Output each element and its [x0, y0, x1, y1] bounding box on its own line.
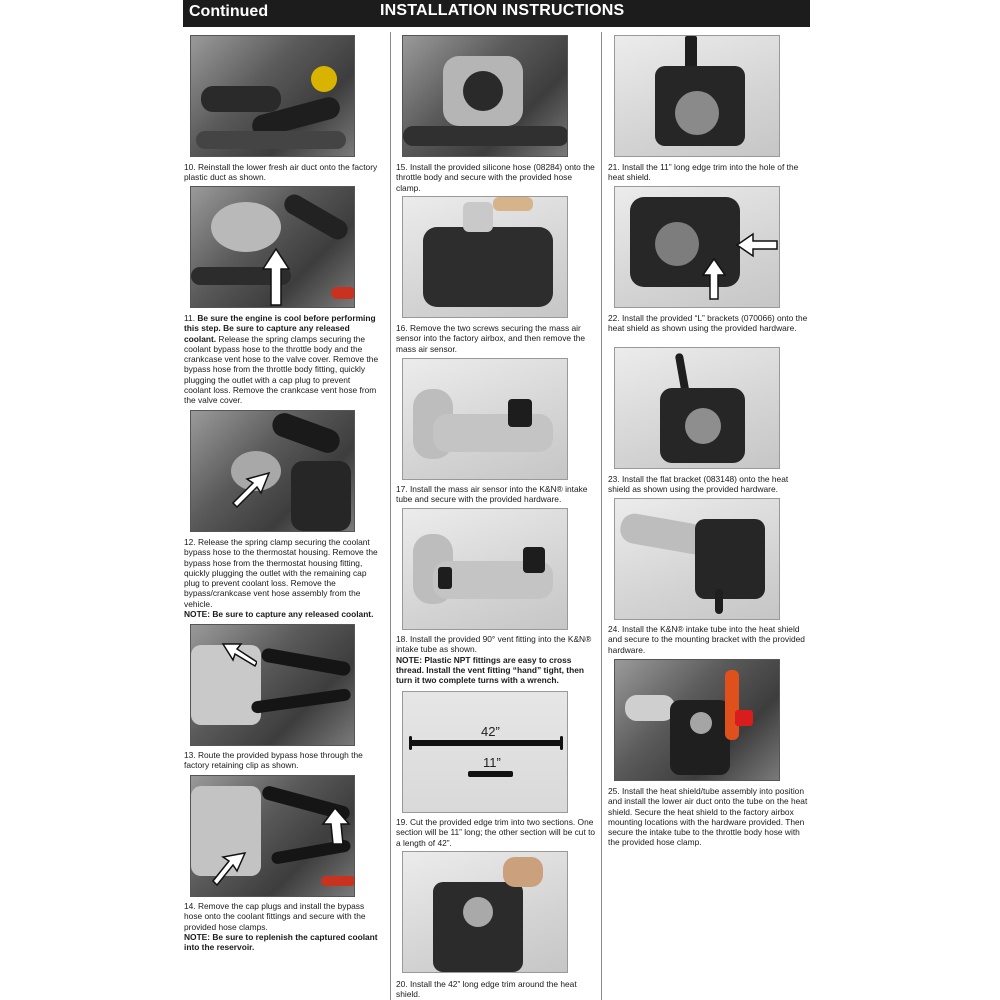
step-25-text: 25. Install the heat shield/tube assembly into position and install the lower air duct onto the tube on the heat shield. Secure the heat shield to the factory airbox mounting locations with the hardware provided. Then secure the intake tube to the throttle body hose with the provided hose clamp. [608, 786, 808, 848]
step-20-text: 20. Install the 42” long edge trim around the heat shield. [396, 979, 577, 1000]
step-13-text: 13. Route the provided bypass hose through the factory retaining clip as shown. [184, 750, 363, 771]
step-18-note: NOTE: Plastic NPT fittings are easy to cross thread. Install the vent fitting “hand” tight, then turn it two complete turns with a wrench. [396, 654, 584, 686]
step-18-photo [402, 508, 568, 630]
step-17-photo [402, 358, 568, 480]
step-24-photo [614, 498, 780, 620]
step-22-text: 22. Install the provided “L” brackets (070066) onto the heat shield as shown using the provided hardware. [608, 313, 808, 334]
step-10-photo [190, 35, 355, 157]
page-title: INSTALLATION INSTRUCTIONS [380, 2, 625, 19]
step-16-photo [402, 196, 568, 318]
column-divider-2 [601, 32, 602, 1000]
step-21-photo [614, 35, 780, 157]
step-21-text: 21. Install the 11” long edge trim into the hole of the heat shield. [608, 162, 799, 183]
step-22-photo [614, 186, 780, 308]
arrow-icon [261, 247, 291, 307]
column-divider-1 [390, 32, 391, 1000]
arrow-icon [221, 640, 257, 670]
arrow-icon [701, 257, 727, 301]
trim-end-mark [560, 736, 563, 750]
edge-trim-short [468, 771, 513, 777]
step-18-text [396, 634, 601, 685]
arrow-icon [211, 851, 247, 887]
step-11-warning: Be sure the engine is cool before performing this step. Be sure to capture any released coolant. [184, 313, 376, 344]
step-20-photo [402, 851, 568, 973]
step-15-text: 15. Install the provided silicone hose (08284) onto the throttle body and secure with the provided hose clamp. [396, 162, 595, 193]
arrow-icon [321, 806, 351, 846]
step-14-text [184, 901, 379, 952]
step-11-body: Release the spring clamps securing the coolant bypass hose to the throttle body and the crankcase vent hose to the valve cover. Remove the bypass hose from the throttle body fitting, quickly plugging the outlet with a cap plug to prevent coolant loss. Remove the crankcase vent hose from the valve cover. [184, 333, 379, 406]
step-17-text: 17. Install the mass air sensor into the K&N® intake tube and secure with the provided hardware. [396, 484, 588, 505]
trim-end-mark [409, 736, 412, 750]
step-12-body: 12. Release the spring clamp securing the coolant bypass hose to the thermostat housing. Remove the bypass hose from the thermostat housing fitting, quickly plugging the outlet with the remaining cap plug to prevent coolant loss. Remove the bypass/crankcase vent hose assembly from the vehicle. [184, 537, 378, 609]
step-14-photo [190, 775, 355, 897]
step-11-number: 11. [184, 313, 198, 323]
arrow-icon [231, 471, 271, 511]
step-24-text: 24. Install the K&N® intake tube into the heat shield and secure to the mounting bracket with the provided hardware. [608, 624, 805, 655]
step-23-photo [614, 347, 780, 469]
step-19-photo [402, 691, 568, 813]
continued-label: Continued [189, 3, 269, 20]
step-10-text: 10. Reinstall the lower fresh air duct onto the factory plastic duct as shown. [184, 162, 378, 183]
step-23-text: 23. Install the flat bracket (083148) onto the heat shield as shown using the provided hardware. [608, 474, 789, 495]
step-12-photo [190, 410, 355, 532]
arrow-icon [735, 232, 779, 258]
header-bar [183, 0, 810, 27]
step-11-text [184, 313, 379, 406]
trim-long-label: 42” [481, 724, 500, 739]
trim-short-label: 11” [483, 755, 501, 770]
step-13-photo [190, 624, 355, 746]
step-25-photo [614, 659, 780, 781]
step-18-body: 18. Install the provided 90° vent fitting into the K&N® intake tube as shown. [396, 634, 592, 655]
step-14-body: 14. Remove the cap plugs and install the bypass hose onto the coolant fittings and secure with the provided hose clamps. [184, 901, 366, 932]
step-11-photo [190, 186, 355, 308]
step-12-text [184, 537, 384, 619]
step-15-photo [402, 35, 568, 157]
edge-trim-long [409, 740, 563, 746]
step-12-note: NOTE: Be sure to capture any released coolant. [184, 609, 374, 620]
step-16-text: 16. Remove the two screws securing the mass air sensor into the factory airbox, and then remove the mass air sensor. [396, 323, 586, 354]
step-14-note: NOTE: Be sure to replenish the captured coolant into the reservoir. [184, 931, 378, 953]
step-19-text: 19. Cut the provided edge trim into two sections. One section will be 11” long; the other section will be cut to a length of 42”. [396, 817, 596, 848]
